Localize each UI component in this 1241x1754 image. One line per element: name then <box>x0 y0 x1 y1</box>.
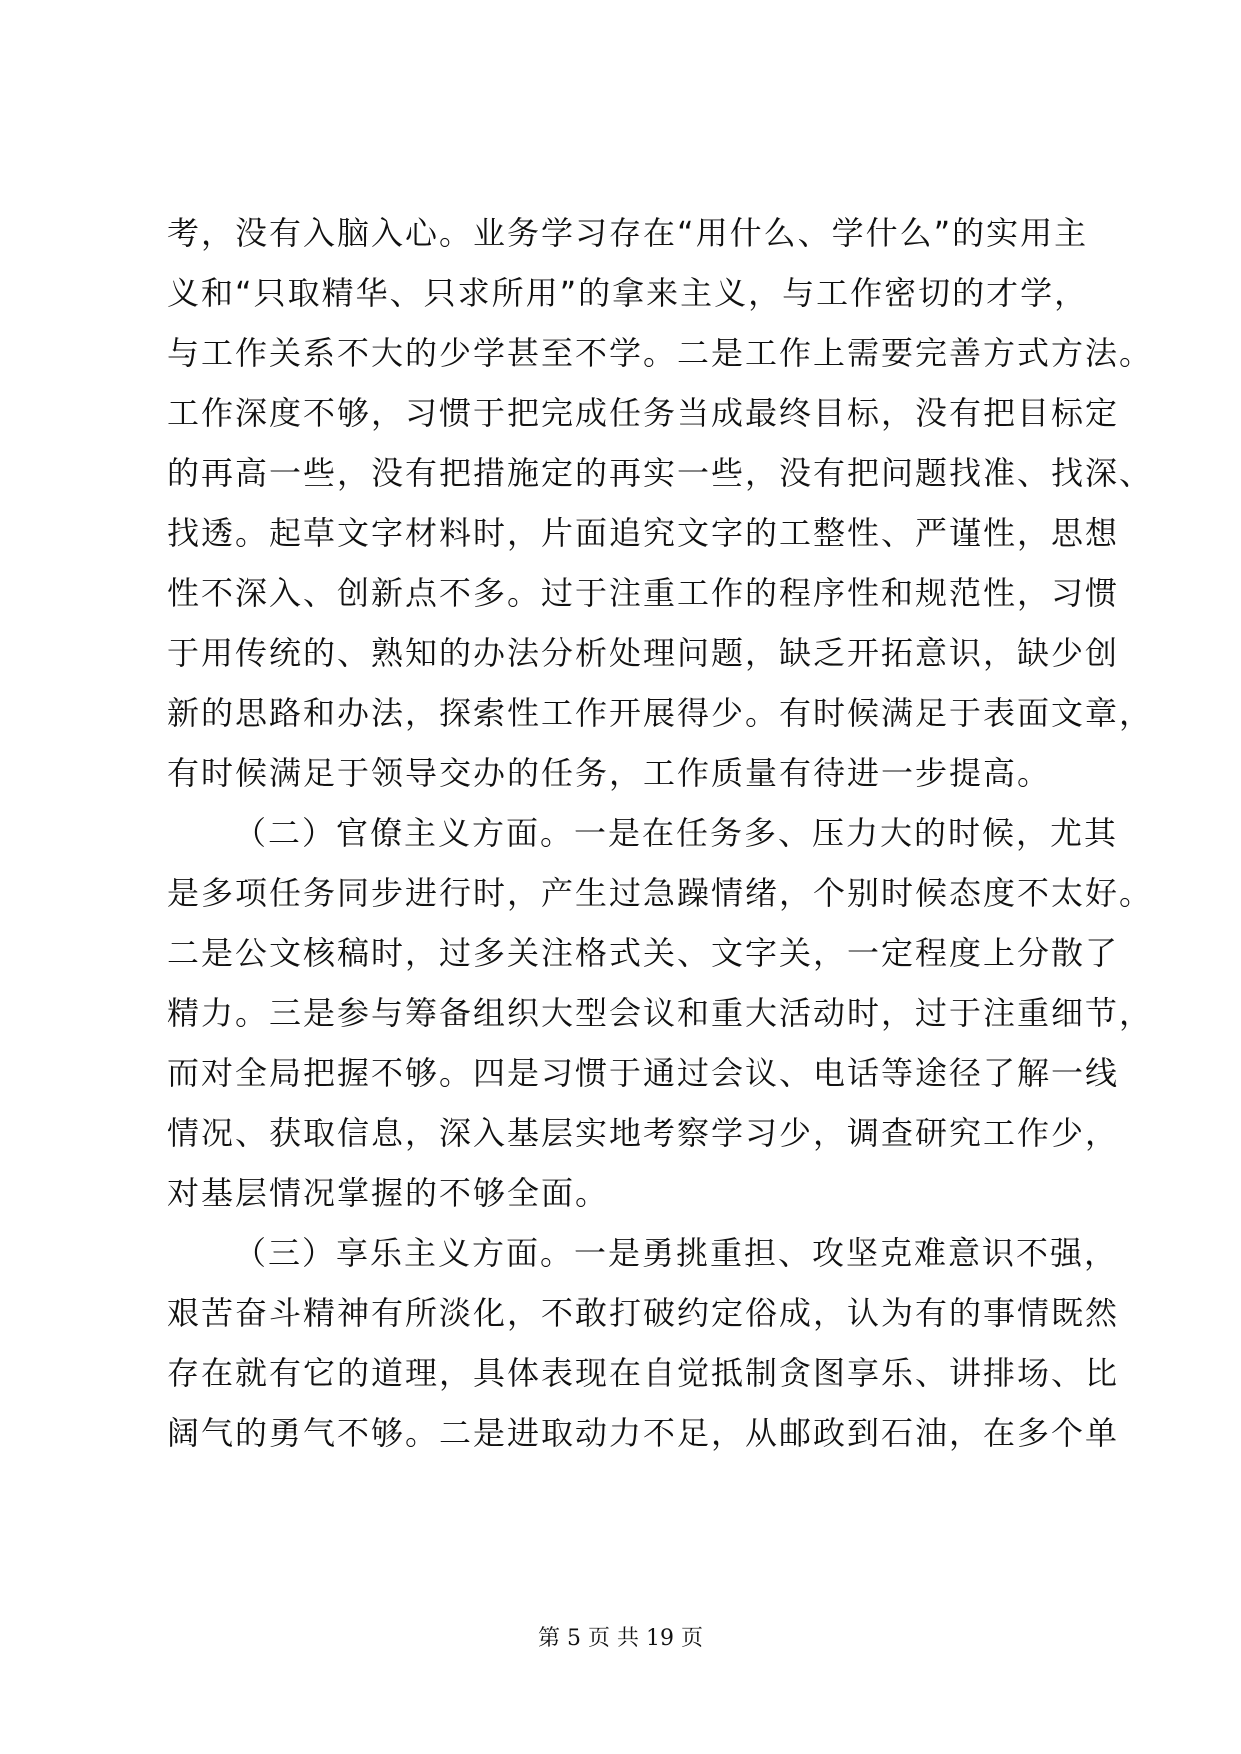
body-line-10: 有时候满足于领导交办的任务，工作质量有待进一步提高。 <box>167 754 1052 792</box>
body-line-3: 与工作关系不大的少学甚至不学。二是工作上需要完善方式方法。 <box>167 334 1154 372</box>
body-line-19: 艰苦奋斗精神有所淡化，不敢打破约定俗成，认为有的事情既然 <box>167 1294 1120 1332</box>
body-line-8: 于用传统的、熟知的办法分析处理问题，缺乏开拓意识，缺少创 <box>167 634 1120 672</box>
body-line-21: 阔气的勇气不够。二是进取动力不足，从邮政到石油，在多个单 <box>167 1414 1120 1452</box>
body-line-13: 二是公文核稿时，过多关注格式关、文字关，一定程度上分散了 <box>167 934 1120 972</box>
body-line-7: 性不深入、创新点不多。过于注重工作的程序性和规范性，习惯 <box>167 574 1120 612</box>
body-line-6: 找透。起草文字材料时，片面追究文字的工整性、严谨性，思想 <box>167 514 1120 552</box>
body-line-16: 情况、获取信息，深入基层实地考察学习少，调查研究工作少， <box>167 1114 1120 1152</box>
body-line-17: 对基层情况掌握的不够全面。 <box>167 1174 610 1212</box>
body-line-14: 精力。三是参与筹备组织大型会议和重大活动时，过于注重细节， <box>167 994 1154 1032</box>
section-heading-paragraph-3: （三）享乐主义方面。一是勇挑重担、攻坚克难意识不强， <box>234 1234 1119 1272</box>
body-line-4: 工作深度不够，习惯于把完成任务当成最终目标，没有把目标定 <box>167 394 1120 432</box>
body-line-12: 是多项任务同步进行时，产生过急躁情绪，个别时候态度不太好。 <box>167 874 1154 912</box>
section-heading-paragraph-2: （二）官僚主义方面。一是在任务多、压力大的时候，尤其 <box>234 814 1119 852</box>
body-line-2: 义和“只取精华、只求所用”的拿来主义，与工作密切的才学， <box>167 274 1089 312</box>
body-line-5: 的再高一些，没有把措施定的再实一些，没有把问题找准、找深、 <box>167 454 1154 492</box>
body-line-9: 新的思路和办法，探索性工作开展得少。有时候满足于表面文章， <box>167 694 1154 732</box>
body-line-20: 存在就有它的道理，具体表现在自觉抵制贪图享乐、讲排场、比 <box>167 1354 1120 1392</box>
body-line-15: 而对全局把握不够。四是习惯于通过会议、电话等途径了解一线 <box>167 1054 1120 1092</box>
page-number-footer: 第 5 页 共 19 页 <box>538 1626 703 1651</box>
body-line-1: 考，没有入脑入心。业务学习存在“用什么、学什么”的实用主 <box>167 214 1089 252</box>
